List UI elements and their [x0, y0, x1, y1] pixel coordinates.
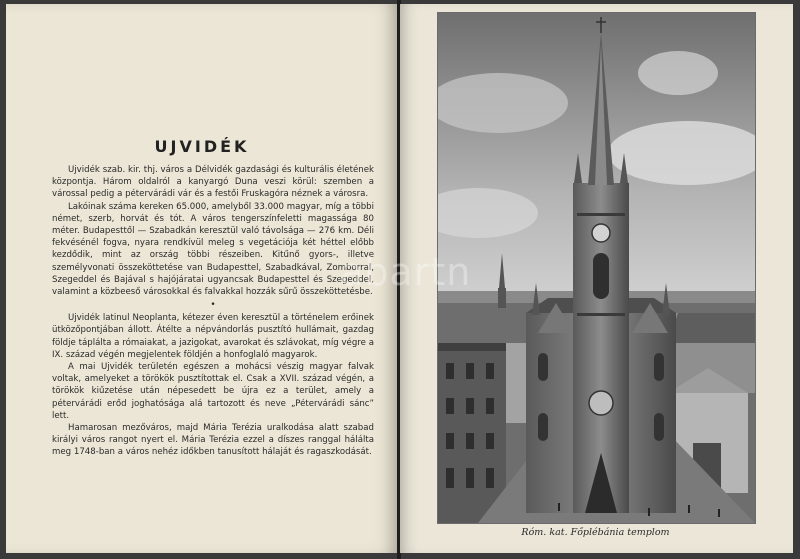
left-page: [6, 4, 398, 553]
page-title: UJVIDÉK: [154, 137, 250, 156]
paragraph: Ujvidék latinul Neoplanta, kétezer éven keresztül a történelem erőinek ütközőpontjában állott. Átélte a népvándorlás pusztító hullámait, gazdag földje táplálta a rómaiakat, a jazigokat, avarokat és szlávokat, míg végre a IX. század végén megjelentek földjén a honfoglaló magyarok.: [52, 313, 374, 360]
paragraph: Ujvidék szab. kir. thj. város a Délvidék gazdasági és kulturális életének központja. Három oldalról a kanyargó Duna veszi körül: szemben a várossal pedig a pétervárádi vár és a festői Fruskagóra néznek a városra.: [52, 165, 374, 200]
paragraph: Lakóinak száma kereken 65.000, amelyből 33.000 magyar, míg a többi német, szerb, horvát és tót. A város tengerszínfeletti magassága 80 méter. Budapesttől — Szabadkán keresztül való távolsága — 276 km. Déli fekvésénél fogva, nyara rendkívül meleg s vegetációja két héttel előbb kezdődik, mint az ország többi részeiben. Kitűnő gyors-, illetve személyvonati összeköttetése van Budapesttel, Szabadkával, Zomborral, Szegeddel és Bajával s hajójáratai ugyancsak Budapesttel és Szegeddel, valamint a közbeeső városokkal és falvakkal hozzák sűrű összeköttetésbe.: [52, 201, 375, 298]
church-illustration: [438, 13, 755, 523]
watermark-text: abartn: [340, 250, 472, 294]
body-text: [52, 164, 374, 459]
section-separator: •: [210, 300, 216, 311]
paragraph: A mai Ujvidék területén egészen a mohácsi vészig magyar falvak voltak, amelyeket a törökök pusztítottak el. Csak a XVII. század végén, a törökök kiűzetése után népesedett be újra ez a terület, amely a pétervárádi erőd joghatósága alá tartozott és neve „Pétervárádi sánc” lett.: [52, 362, 374, 421]
church-photo: [437, 12, 756, 524]
paragraph: Hamarosan mezőváros, majd Mária Terézia uralkodása alatt szabad királyi város rangot nyert el. Mária Terézia ezzel a díszes ranggal hálálta meg 1748-ban a város nehéz időkben tanusított hálaját és ragaszkodását.: [52, 423, 374, 458]
photo-caption: Róm. kat. Főplébánia templom: [521, 527, 670, 538]
